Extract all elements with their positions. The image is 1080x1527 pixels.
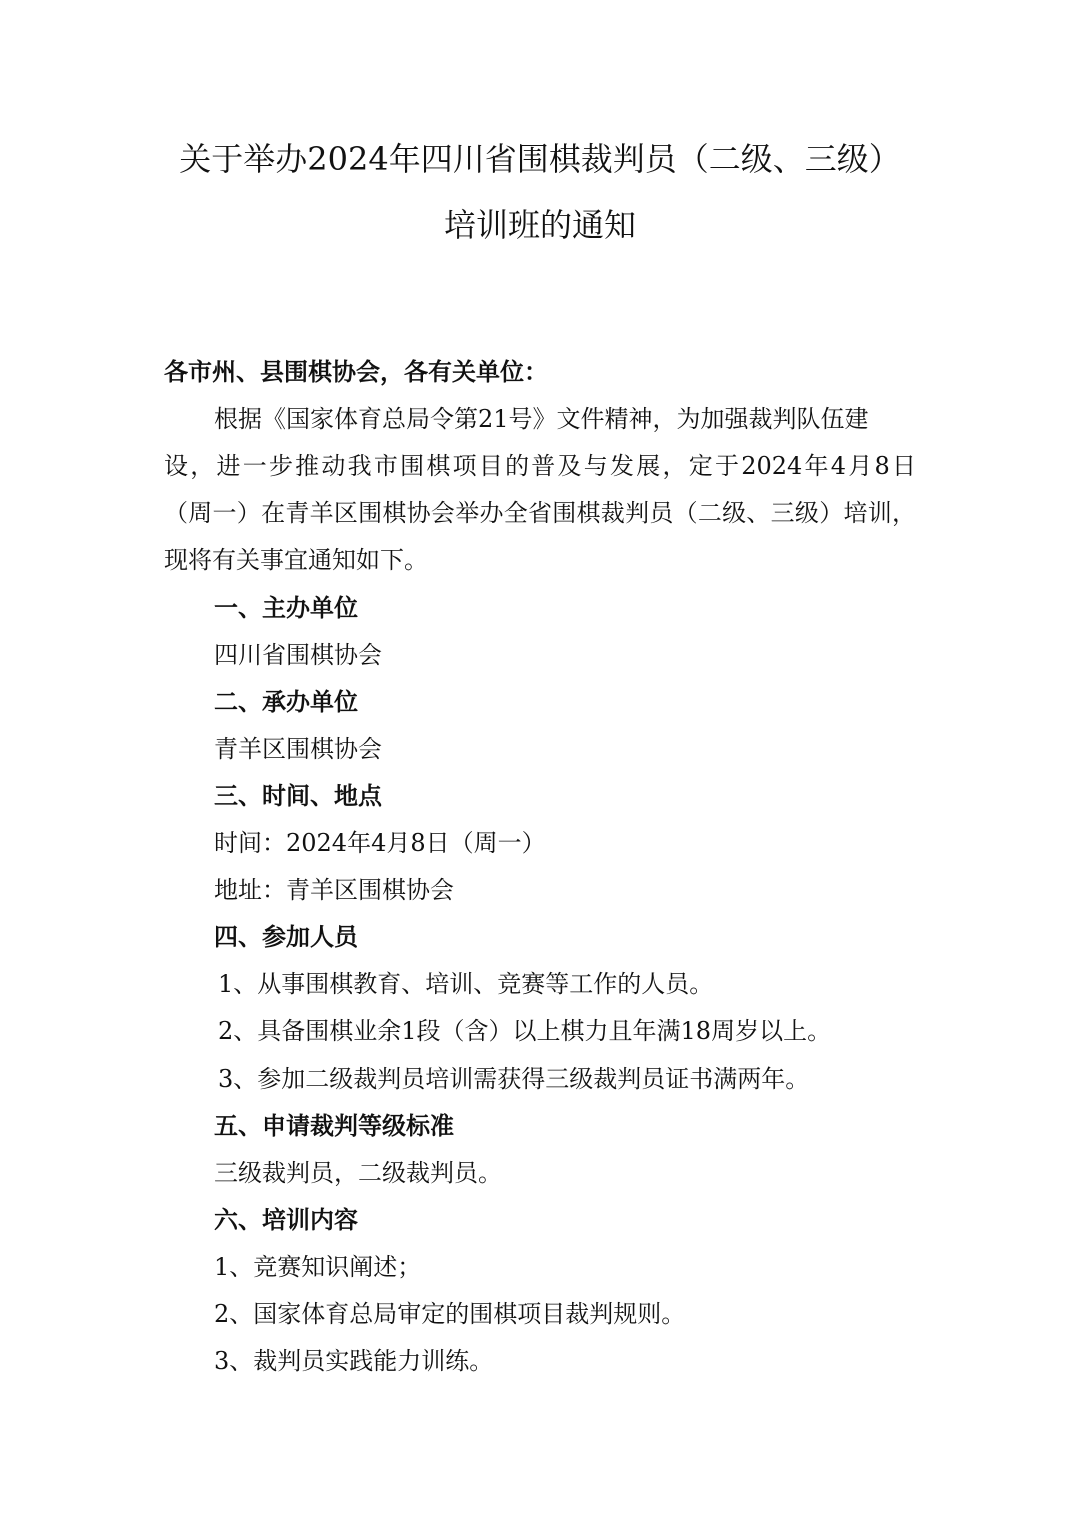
host-text: 青羊区围棋协会: [214, 735, 382, 763]
section-heading-time-place: 三、时间、地点: [214, 782, 382, 810]
training-item-3: 3、裁判员实践能力训练。: [214, 1347, 494, 1375]
intro-paragraph-line-3: （周一）在青羊区围棋协会举办全省围棋裁判员（二级、三级）培训，: [164, 499, 916, 527]
intro-paragraph-line-2: 设，进一步推动我市围棋项目的普及与发展，定于2024年4月8日: [164, 452, 916, 480]
intro-paragraph-line-4: 现将有关事宜通知如下。: [164, 546, 428, 574]
section-heading-participants: 四、参加人员: [214, 923, 358, 951]
address-text: 地址：青羊区围棋协会: [214, 876, 454, 904]
training-item-2: 2、国家体育总局审定的围棋项目裁判规则。: [214, 1300, 686, 1328]
participant-item-3: 3、参加二级裁判员培训需获得三级裁判员证书满两年。: [218, 1065, 810, 1093]
document-title-line-2: 培训班的通知: [443, 206, 636, 244]
participant-item-2: 2、具备围棋业余1段（含）以上棋力且年满18周岁以上。: [218, 1017, 832, 1045]
section-heading-host: 二、承办单位: [214, 688, 358, 716]
participant-item-1: 1、从事围棋教育、培训、竞赛等工作的人员。: [218, 970, 714, 998]
section-heading-training: 六、培训内容: [214, 1206, 358, 1234]
time-text: 时间：2024年4月8日（周一）: [214, 829, 546, 857]
section-heading-levels: 五、申请裁判等级标准: [214, 1112, 454, 1140]
organizer-text: 四川省围棋协会: [214, 641, 382, 669]
intro-paragraph-line-1: 根据《国家体育总局令第21号》文件精神，为加强裁判队伍建: [214, 405, 869, 433]
salutation: 各市州、县围棋协会，各有关单位：: [164, 358, 548, 386]
levels-text: 三级裁判员，二级裁判员。: [214, 1159, 502, 1187]
document-title-line-1: 关于举办2024年四川省围棋裁判员（二级、三级）: [179, 140, 901, 178]
training-item-1: 1、竞赛知识阐述；: [214, 1253, 422, 1281]
section-heading-organizer: 一、主办单位: [214, 594, 358, 622]
